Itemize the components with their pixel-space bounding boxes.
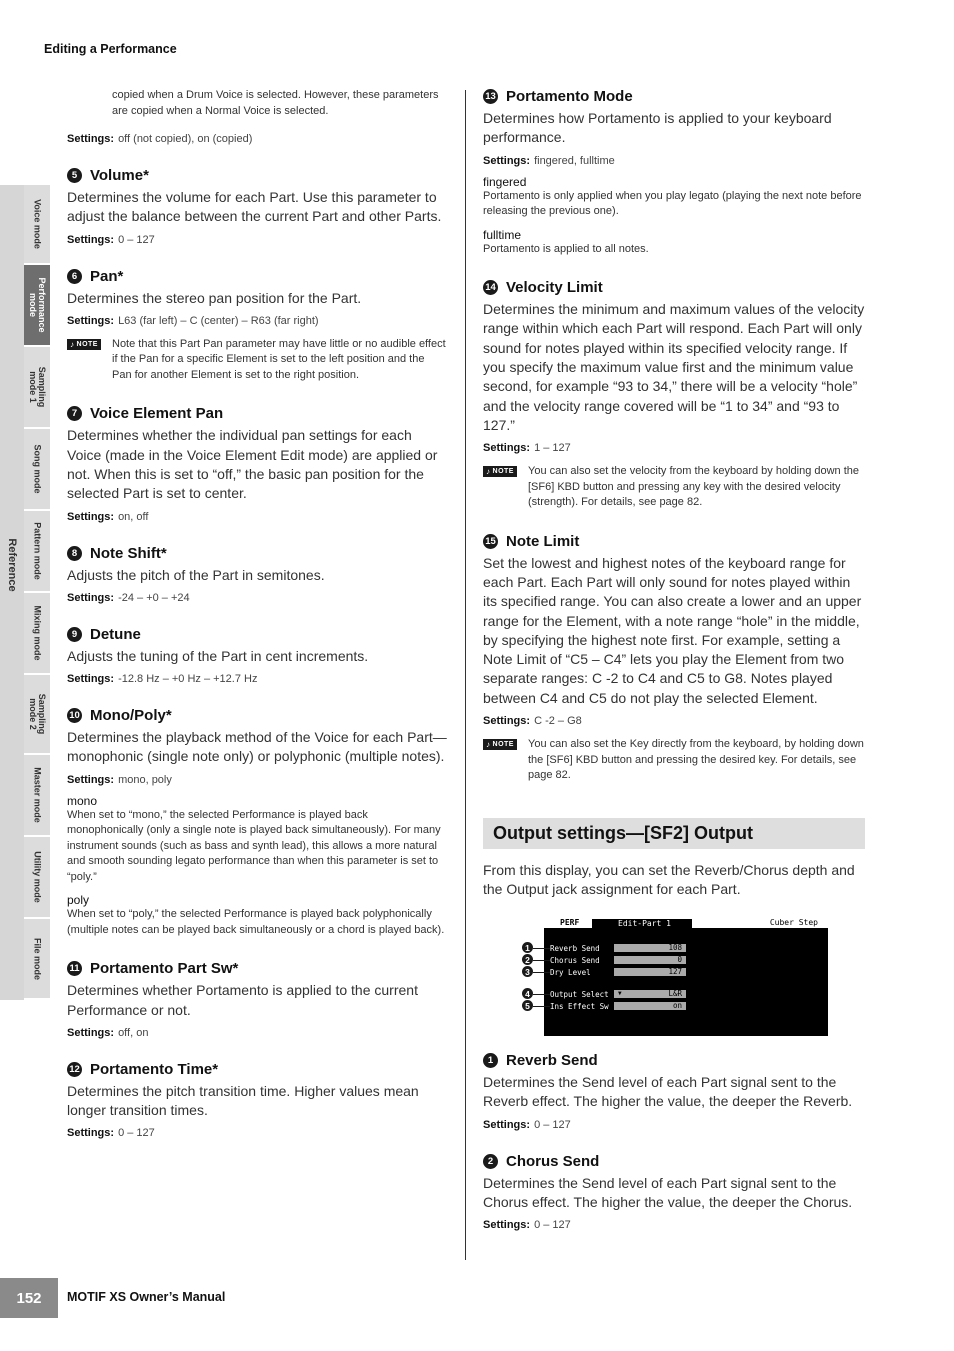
settings-label: Settings:	[67, 510, 115, 523]
section-portamento-mode	[483, 88, 865, 105]
callout-3: 3	[521, 965, 534, 978]
section-title: Pan*	[90, 267, 124, 285]
pan-note	[67, 337, 447, 384]
voice-element-pan-settings	[67, 511, 447, 523]
dropdown-icon: ▼	[618, 990, 622, 998]
section-number: 15	[483, 534, 498, 549]
settings-value: 0 – 127	[534, 1219, 571, 1232]
fingered-text: Portamento is only applied when you play legato (playing the next note before releasing the previous one).	[483, 189, 862, 218]
tab-label: Mixing mode	[32, 605, 43, 661]
tab-mixing-mode[interactable]	[24, 593, 50, 675]
side-group-reference	[0, 185, 24, 1000]
section-title: Mono/Poly*	[90, 707, 172, 725]
mono-text: When set to “mono,” the selected Performance is played back monophonically (only a single note is played back simultaneously). For many instrument sounds (such as bass and synth lead), this allows a more natural and smooth sounding legato performance than when this parameter is set to “poly.”	[67, 808, 441, 883]
lcd-value: 0	[614, 956, 686, 964]
settings-label: Settings:	[67, 1026, 115, 1039]
portamento-mode-settings	[483, 155, 865, 167]
section-title: Note Shift*	[90, 544, 167, 562]
note-badge	[483, 466, 517, 477]
section-detune	[67, 626, 447, 643]
note-label: NOTE	[76, 340, 98, 348]
page-header: Editing a Performance	[44, 42, 177, 56]
settings-label: Settings:	[67, 133, 115, 145]
section-title: Note Limit	[506, 532, 580, 550]
left-column	[67, 88, 447, 1139]
settings-label: Settings:	[67, 233, 115, 246]
settings-value: mono, poly	[118, 773, 172, 786]
fulltime-term: fulltime	[483, 227, 522, 242]
section-volume	[67, 167, 447, 184]
callout-line	[533, 994, 550, 995]
manual-title: MOTIF XS Owner’s Manual	[67, 1290, 226, 1304]
section-portamento-part-sw	[67, 960, 447, 977]
callout-1: 1	[521, 941, 534, 954]
tab-label: Master mode	[32, 767, 43, 823]
lcd-value: 127	[614, 968, 686, 976]
velocity-limit-body: Determines the minimum and maximum values of the velocity range within which each Part will respond. Each Part will only sound for notes played within its specified velocity range. If you specify the maximum value first and the minimum value second, for example “93 to 34,” there will be a velocity “hole” and the velocity range covered will be “1 to 34” and “93 to 127.”	[483, 301, 865, 433]
settings-label: Settings:	[67, 314, 115, 327]
section-velocity-limit	[483, 279, 865, 296]
settings-value: fingered, fulltime	[534, 154, 615, 167]
section-number: 14	[483, 280, 498, 295]
settings-value: -12.8 Hz – +0 Hz – +12.7 Hz	[118, 673, 258, 686]
settings-value: on, off	[118, 510, 149, 523]
tab-label: Sampling mode 2	[28, 693, 47, 735]
lcd-display	[544, 919, 828, 1036]
reverb-send-settings	[483, 1119, 865, 1131]
settings-value: off (not copied), on (copied)	[118, 133, 253, 145]
section-number: 9	[67, 627, 82, 642]
section-number: 5	[67, 168, 82, 183]
settings-value: 0 – 127	[118, 1127, 155, 1140]
chorus-send-settings	[483, 1219, 865, 1231]
lcd-value: 108	[614, 944, 686, 952]
section-title: Detune	[90, 625, 141, 643]
section-title: Velocity Limit	[506, 279, 603, 297]
callout-line	[533, 948, 550, 949]
section-note-shift	[67, 545, 447, 562]
tab-song-mode[interactable]	[24, 429, 50, 511]
lcd-label: Dry Level	[550, 968, 591, 978]
page-number: 152	[0, 1278, 58, 1318]
side-group-label: Reference	[6, 538, 18, 592]
music-note-icon: ♪	[486, 740, 491, 750]
note-label: NOTE	[492, 468, 514, 476]
lcd-value-box	[614, 990, 686, 998]
pan-settings	[67, 315, 447, 327]
callout-line	[533, 972, 550, 973]
mono-poly-body: Determines the playback method of the Voice for each Part—monophonic (single note only) or polyphonic (multiple notes).	[67, 729, 447, 765]
section-number: 7	[67, 406, 82, 421]
section-title: Chorus Send	[506, 1152, 600, 1170]
note-limit-note	[483, 737, 865, 784]
tab-label: Sampling mode 1	[28, 366, 47, 408]
tab-label: Performance mode	[28, 277, 47, 333]
callout-5: 5	[521, 999, 534, 1012]
output-settings-heading: Output settings—[SF2] Output	[483, 818, 865, 849]
section-title: Portamento Time*	[90, 1060, 219, 1078]
pan-body: Determines the stereo pan position for the Part.	[67, 289, 362, 306]
settings-value: -24 – +0 – +24	[118, 591, 190, 604]
section-number: 10	[67, 708, 82, 723]
chorus-send-body: Determines the Send level of each Part signal sent to the Chorus effect. The higher the value, the deeper the Chorus.	[483, 1174, 853, 1211]
voice-element-pan-body: Determines whether the individual pan settings for each Voice (made in the Voice Element Edit mode) are applied or not. When this is set to “off,” the basic pan position for the selected Part is set to center.	[67, 427, 438, 502]
poly-term: poly	[67, 893, 90, 908]
portamento-part-sw-settings	[67, 1027, 447, 1039]
lcd-row-chorus-send	[550, 956, 820, 965]
section-portamento-time	[67, 1061, 447, 1078]
section-number: 8	[67, 546, 82, 561]
note-badge	[67, 339, 101, 350]
settings-value: off, on	[118, 1026, 149, 1039]
lcd-screen-name: Edit-Part 1	[592, 919, 692, 928]
note-shift-body: Adjusts the pitch of the Part in semitones.	[67, 566, 325, 583]
lcd-voice-name: Cuber Step	[769, 918, 818, 928]
settings-value: C -2 – G8	[534, 715, 582, 728]
portamento-mode-body: Determines how Portamento is applied to your keyboard performance.	[483, 110, 832, 146]
detune-body: Adjusts the tuning of the Part in cent increments.	[67, 647, 369, 664]
note-limit-settings	[483, 715, 865, 727]
fulltime-text: Portamento is applied to all notes.	[483, 242, 649, 255]
tab-performance-mode[interactable]	[24, 265, 50, 347]
section-number: 1	[483, 1053, 498, 1068]
volume-body: Determines the volume for each Part. Use this parameter to adjust the balance between the current Part and other Parts.	[67, 189, 442, 225]
lcd-title-bar	[544, 919, 828, 928]
section-title: Voice Element Pan	[90, 405, 224, 423]
section-number: 2	[483, 1154, 498, 1169]
velocity-limit-note-text: You can also set the velocity from the keyboard by holding down the [SF6] KBD button and pressing any key with the desired velocity (strength). For details, see page 82.	[528, 465, 860, 509]
settings-label: Settings:	[483, 442, 531, 455]
lcd-row-reverb-send	[550, 944, 820, 953]
tab-utility-mode[interactable]	[24, 837, 50, 919]
settings-label: Settings:	[483, 154, 531, 167]
output-intro: From this display, you can set the Reverb/Chorus depth and the Output jack assignment for each Part.	[483, 861, 855, 897]
reverb-send-body: Determines the Send level of each Part signal sent to the Reverb effect. The higher the value, the deeper the Reverb.	[483, 1074, 853, 1110]
lcd-screenshot	[521, 919, 865, 1036]
tab-master-mode[interactable]	[24, 755, 50, 837]
intro-text: copied when a Drum Voice is selected. However, these parameters are copied when a Normal Voice is selected.	[112, 89, 439, 117]
portamento-part-sw-body: Determines whether Portamento is applied to the current Performance or not.	[67, 982, 418, 1018]
lcd-row-ins-effect-sw	[550, 1002, 820, 1011]
section-pan	[67, 268, 447, 285]
lcd-row-output-select	[550, 990, 820, 999]
section-title: Portamento Part Sw*	[90, 960, 239, 978]
poly-text: When set to “poly,” the selected Performance is played back polyphonically (multiple notes can be played back simultaneously or a chord is played back).	[67, 908, 445, 936]
settings-label: Settings:	[67, 673, 115, 686]
right-column	[483, 88, 865, 1231]
settings-value: L63 (far left) – C (center) – R63 (far right)	[118, 314, 319, 327]
section-title: Volume*	[90, 167, 149, 184]
section-reverb-send	[483, 1052, 865, 1069]
settings-label: Settings:	[67, 1127, 115, 1140]
settings-value: 0 – 127	[118, 233, 155, 246]
tab-pattern-mode[interactable]	[24, 511, 50, 593]
volume-settings	[67, 234, 447, 246]
tab-sampling-mode-2[interactable]	[24, 675, 50, 755]
mono-poly-settings	[67, 774, 447, 786]
fingered-term: fingered	[483, 174, 527, 189]
note-shift-settings	[67, 592, 447, 604]
settings-value: 0 – 127	[534, 1118, 571, 1131]
lcd-label: Chorus Send	[550, 956, 600, 966]
note-label: NOTE	[492, 741, 514, 749]
tab-label: Utility mode	[32, 851, 43, 903]
lcd-row-dry-level	[550, 968, 820, 977]
settings-label: Settings:	[67, 591, 115, 604]
lcd-value: on	[614, 1002, 686, 1010]
column-divider	[465, 90, 466, 1260]
intro-settings	[67, 133, 447, 145]
section-note-limit	[483, 533, 865, 550]
lcd-label: Ins Effect Sw	[550, 1002, 609, 1012]
music-note-icon: ♪	[70, 339, 75, 349]
callout-line	[533, 960, 550, 961]
tab-label: Pattern mode	[32, 522, 43, 580]
pan-note-text: Note that this Part Pan parameter may have little or no audible effect if the Pan for a specific Element is set to the left position and the Pan for another Element is set to the right position.	[112, 337, 446, 381]
mono-term: mono	[67, 793, 98, 808]
tab-label: File mode	[32, 937, 43, 980]
section-voice-element-pan	[67, 405, 447, 422]
section-title: Portamento Mode	[506, 88, 633, 105]
tab-sampling-mode-1[interactable]	[24, 347, 50, 429]
callout-line	[533, 1006, 550, 1007]
section-mono-poly	[67, 707, 447, 724]
tab-label: Song mode	[32, 444, 43, 494]
settings-label: Settings:	[483, 715, 531, 728]
callout-4: 4	[521, 987, 534, 1000]
music-note-icon: ♪	[486, 467, 491, 477]
tab-voice-mode[interactable]	[24, 185, 50, 265]
settings-label: Settings:	[483, 1219, 531, 1232]
portamento-time-body: Determines the pitch transition time. Higher values mean longer transition times.	[67, 1082, 419, 1119]
note-limit-note-text: You can also set the Key directly from the keyboard, by holding down the [SF6] KBD button and pressing the desired key. For details, see page 82.	[528, 738, 864, 782]
section-number: 11	[67, 961, 82, 976]
lcd-label: Output Select	[550, 990, 609, 1000]
section-number: 12	[67, 1062, 82, 1077]
lcd-label: Reverb Send	[550, 944, 600, 954]
detune-settings	[67, 673, 447, 685]
tab-file-mode[interactable]	[24, 919, 50, 1000]
note-badge	[483, 739, 517, 750]
section-number: 13	[483, 89, 498, 104]
callout-2: 2	[521, 953, 534, 966]
lcd-mode: PERF	[560, 918, 580, 928]
tab-label: Voice mode	[32, 199, 43, 249]
lcd-value: L&R	[668, 989, 682, 999]
note-limit-body: Set the lowest and highest notes of the keyboard range for each Part. Each Part will only sound for notes played within its specified range. You can also create a lower and an upper range for the Element, with a note range “hole” in the middle, by specifying the highest note first. For example, setting a Note Limit of “C5 – C4” lets you play the Element from two separate ranges: C -2 to C4 and C5 to G8. Notes played between C4 and C5 do not play the selected Element.	[483, 554, 862, 706]
portamento-time-settings	[67, 1127, 447, 1139]
section-chorus-send	[483, 1153, 865, 1170]
settings-label: Settings:	[483, 1118, 531, 1131]
settings-value: 1 – 127	[534, 442, 571, 455]
velocity-limit-settings	[483, 442, 865, 454]
velocity-limit-note	[483, 464, 865, 511]
section-title: Reverb Send	[506, 1052, 598, 1070]
section-number: 6	[67, 269, 82, 284]
settings-label: Settings:	[67, 773, 115, 786]
